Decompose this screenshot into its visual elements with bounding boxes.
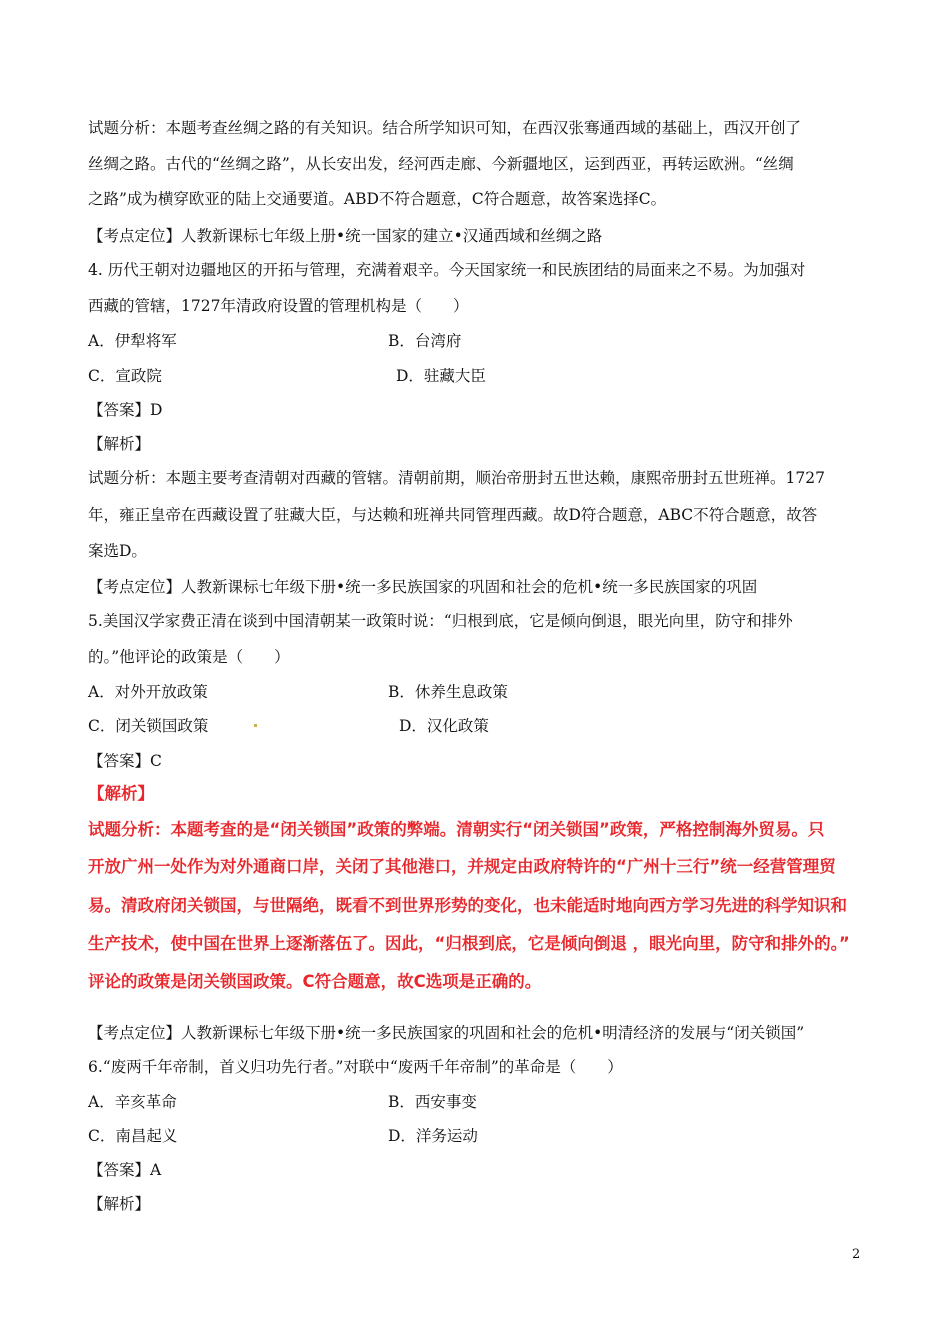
analysis-q5-line-2: 开放广州一处作为对外通商口岸，关闭了其他港口，并规定由政府特许的“广州十三行”统一经营管理贸 xyxy=(88,857,836,876)
knowledge-point-q4: 【考点定位】人教新课标七年级下册•统一多民族国家的巩固和社会的危机•统一多民族国家的巩固 xyxy=(88,578,758,596)
analysis-q5-line-1: 试题分析：本题考查的是“闭关锁国”政策的弊端。清朝实行“闭关锁国”政策，严格控制海外贸易。只 xyxy=(88,820,825,839)
analysis-q4-line-3: 案选D。 xyxy=(88,542,147,560)
analysis-q3-line-3: 之路”成为横穿欧亚的陆上交通要道。ABD不符合题意，C符合题意，故答案选择C。 xyxy=(88,190,667,208)
q5-option-b: B．休养生息政策 xyxy=(388,683,508,701)
answer-q6: 【答案】A xyxy=(88,1161,162,1179)
analysis-heading-q6: 【解析】 xyxy=(88,1195,151,1213)
page-number: 2 xyxy=(852,1247,861,1262)
knowledge-point-q3: 【考点定位】人教新课标七年级上册•统一国家的建立•汉通西域和丝绸之路 xyxy=(88,227,603,245)
question-5-line-1: 5.美国汉学家费正清在谈到中国清朝某一政策时说：“归根到底，它是倾向倒退，眼光向里，防守和排外 xyxy=(88,612,793,630)
analysis-q3-line-1: 试题分析：本题考查丝绸之路的有关知识。结合所学知识可知，在西汉张骞通西域的基础上，西汉开创了 xyxy=(88,119,802,137)
q4-option-b: B．台湾府 xyxy=(388,332,462,350)
answer-q5: 【答案】C xyxy=(88,752,162,770)
answer-q4: 【答案】D xyxy=(88,401,163,419)
q6-option-a: A．辛亥革命 xyxy=(88,1093,177,1111)
analysis-q3-line-2: 丝绸之路。古代的“丝绸之路”，从长安出发，经河西走廊、今新疆地区，运到西亚，再转运欧洲。“丝绸 xyxy=(88,155,794,173)
analysis-q5-line-4: 生产技术，使中国在世界上逐渐落伍了。因此，“归根到底，它是倾向倒退 ，眼光向里，防守和排外的。” xyxy=(88,934,850,953)
question-5-line-2: 的。”他评论的政策是（ ） xyxy=(88,648,290,666)
analysis-q5-line-5: 评论的政策是闭关锁国政策。C符合题意，故C选项是正确的。 xyxy=(88,972,542,991)
question-6: 6.“废两千年帝制，首义归功先行者。”对联中“废两千年帝制”的革命是（ ） xyxy=(88,1058,623,1076)
analysis-q4-line-2: 年，雍正皇帝在西藏设置了驻藏大臣，与达赖和班禅共同管理西藏。故D符合题意，ABC不符合题意，故答 xyxy=(88,506,818,524)
q5-option-c: C．闭关锁国政策 xyxy=(88,717,209,735)
knowledge-point-q5: 【考点定位】人教新课标七年级下册•统一多民族国家的巩固和社会的危机•明清经济的发展与“闭关锁国” xyxy=(88,1024,805,1042)
q6-option-c: C．南昌起义 xyxy=(88,1127,178,1145)
q5-option-d: D．汉化政策 xyxy=(399,717,489,735)
stray-dot xyxy=(254,724,257,727)
q4-option-c: C．宣政院 xyxy=(88,367,162,385)
analysis-heading-q5: 【解析】 xyxy=(88,784,154,803)
question-4-line-1: 4. 历代王朝对边疆地区的开拓与管理，充满着艰辛。今天国家统一和民族团结的局面来之不易。为加强对 xyxy=(88,261,806,279)
q4-option-d: D．驻藏大臣 xyxy=(396,367,486,385)
analysis-heading-q4: 【解析】 xyxy=(88,435,151,453)
q5-option-a: A．对外开放政策 xyxy=(88,683,208,701)
q6-option-b: B．西安事变 xyxy=(388,1093,477,1111)
q4-option-a: A．伊犁将军 xyxy=(88,332,177,350)
question-4-line-2: 西藏的管辖，1727年清政府设置的管理机构是（ ） xyxy=(88,297,469,315)
analysis-q5-line-3: 易。清政府闭关锁国，与世隔绝，既看不到世界形势的变化，也未能适时地向西方学习先进的科学知识和 xyxy=(88,896,847,915)
analysis-q4-line-1: 试题分析：本题主要考查清朝对西藏的管辖。清朝前期，顺治帝册封五世达赖，康熙帝册封五世班禅。1727 xyxy=(88,469,825,487)
q6-option-d: D．洋务运动 xyxy=(388,1127,478,1145)
